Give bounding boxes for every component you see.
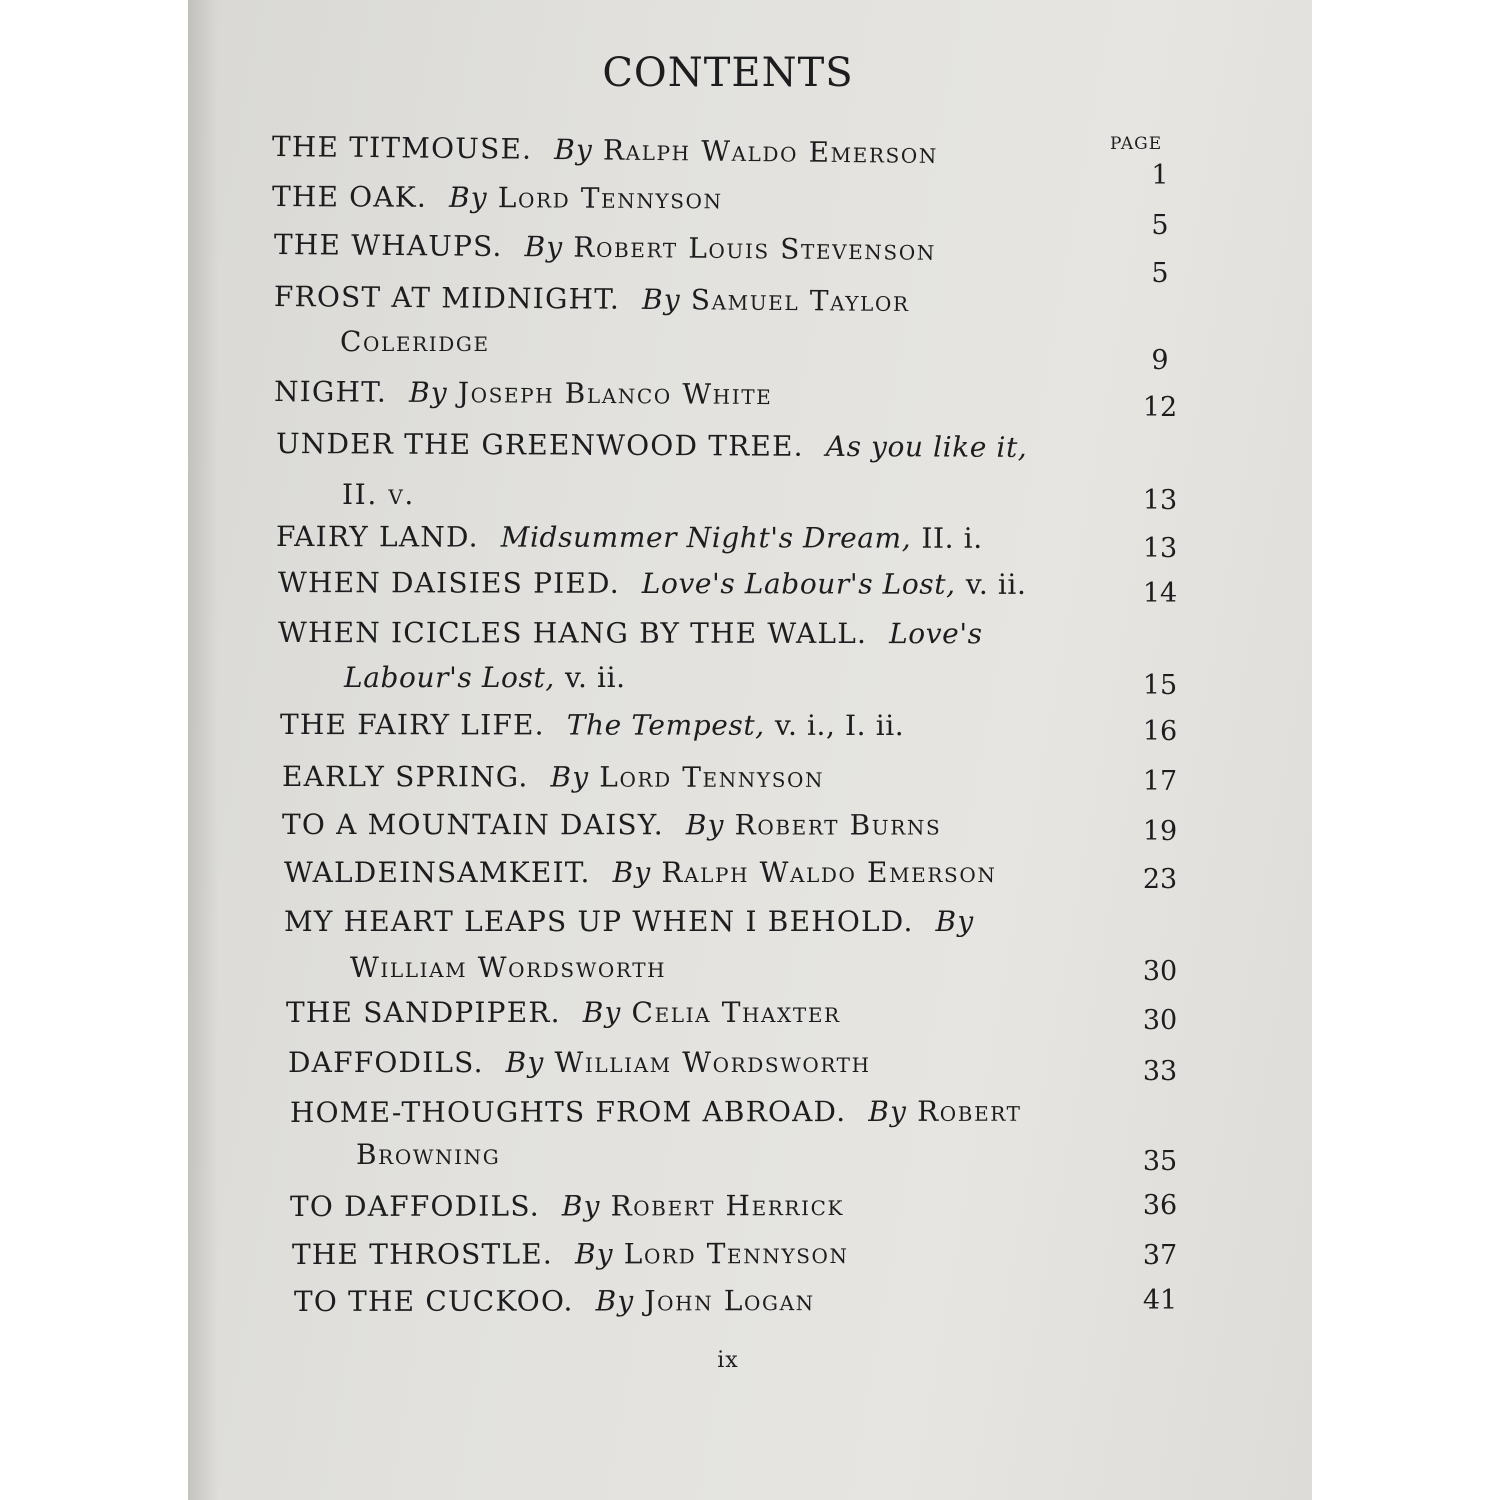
by-label: By — [505, 1046, 545, 1079]
poem-title: WHEN DAISIES PIED. — [277, 566, 620, 600]
source-title: Love's — [889, 617, 983, 651]
by-label: By — [935, 905, 975, 938]
source-reference: v. i., I. ii. — [774, 708, 905, 743]
author-name: Ralph Waldo Emerson — [602, 133, 939, 170]
toc-entry-line — [274, 228, 936, 267]
page-number: 13 — [1142, 533, 1178, 564]
toc-entry-continuation — [342, 478, 415, 511]
author-name: William Wordsworth — [554, 1046, 871, 1079]
page-number: 36 — [1142, 1190, 1178, 1221]
toc-entry-line — [274, 375, 773, 411]
page-shadow — [188, 0, 218, 1500]
poem-title: EARLY SPRING. — [281, 760, 529, 794]
poem-title: THE THROSTLE. — [291, 1237, 553, 1271]
toc-entry-line — [290, 1095, 1022, 1129]
page-number: 12 — [1142, 392, 1178, 423]
toc-entry-line — [280, 708, 904, 742]
poem-title: NIGHT. — [273, 375, 388, 409]
source-reference: II. i. — [921, 521, 983, 555]
poem-title: THE TITMOUSE. — [271, 130, 533, 166]
by-label: By — [641, 282, 681, 317]
page-number: 9 — [1151, 345, 1169, 376]
poem-title: FROST AT MIDNIGHT. — [273, 280, 621, 316]
continuation-source: Labour's Lost, — [344, 661, 555, 694]
by-label: By — [554, 132, 594, 167]
page-number: 1 — [1151, 160, 1169, 191]
by-label: By — [550, 760, 590, 794]
author-name: Lord Tennyson — [623, 1237, 849, 1271]
toc-entry-line — [278, 566, 1027, 601]
author-name: Celia Thaxter — [631, 996, 841, 1029]
by-label: By — [524, 230, 564, 264]
author-name: Robert Herrick — [610, 1189, 845, 1223]
page-number: 15 — [1142, 670, 1178, 701]
page-number: 19 — [1142, 816, 1178, 847]
page-number: 14 — [1142, 578, 1178, 609]
by-label: By — [448, 180, 488, 215]
page-number: 16 — [1142, 716, 1178, 747]
contents-heading: CONTENTS — [602, 50, 854, 96]
continuation-reference: v. ii. — [564, 661, 626, 694]
toc-entry-line — [282, 808, 941, 842]
page-number: 33 — [1142, 1056, 1178, 1087]
poem-title: TO A MOUNTAIN DAISY. — [281, 808, 664, 842]
page-number: 30 — [1142, 1005, 1178, 1036]
page-number: 41 — [1142, 1285, 1178, 1316]
poem-title: THE FAIRY LIFE. — [279, 708, 545, 742]
poem-title: TO THE CUCKOO. — [293, 1284, 574, 1318]
source-reference: v. ii. — [965, 567, 1027, 601]
toc-entry-line — [284, 905, 974, 938]
poem-title: THE WHAUPS. — [273, 228, 503, 263]
poem-title: FAIRY LAND. — [275, 520, 479, 554]
page-number: 30 — [1142, 956, 1178, 987]
toc-entry-line — [276, 427, 1028, 464]
toc-entry-continuation — [350, 951, 666, 984]
continuation-text: II. v. — [342, 478, 415, 511]
source-title: Midsummer Night's Dream, — [500, 520, 912, 555]
poem-title: THE OAK. — [271, 180, 428, 214]
book-page — [188, 0, 1312, 1500]
author-name: Lord Tennyson — [599, 760, 825, 794]
page-column-label: PAGE — [1110, 134, 1163, 154]
page-folio: ix — [717, 1348, 739, 1373]
by-label: By — [574, 1237, 614, 1271]
toc-entry-continuation — [344, 661, 626, 694]
author-name: Joseph Blanco White — [457, 376, 773, 412]
by-label: By — [561, 1189, 601, 1223]
toc-entry-line — [294, 1284, 815, 1318]
author-name: John Logan — [644, 1284, 815, 1318]
toc-entry-line — [290, 1189, 844, 1223]
source-title: The Tempest, — [566, 708, 765, 742]
continuation-text: William Wordsworth — [350, 951, 667, 984]
source-title: Love's Labour's Lost, — [641, 566, 956, 601]
author-name: Robert Louis Stevenson — [573, 230, 937, 267]
poem-title: UNDER THE GREENWOOD TREE. — [275, 427, 804, 463]
poem-title: WALDEINSAMKEIT. — [284, 856, 591, 889]
page-number: 35 — [1142, 1146, 1178, 1177]
toc-entry-line — [276, 520, 983, 555]
page-number: 13 — [1142, 485, 1178, 516]
poem-title: THE SANDPIPER. — [286, 996, 561, 1029]
toc-entry-line — [274, 280, 910, 318]
toc-entry-line — [286, 996, 841, 1029]
poem-title: TO DAFFODILS. — [289, 1189, 540, 1223]
continuation-text: Browning — [356, 1138, 501, 1171]
by-label: By — [868, 1094, 908, 1128]
page-number: 5 — [1151, 258, 1169, 289]
toc-entry-line — [272, 130, 938, 170]
toc-entry-line — [272, 180, 723, 215]
poem-title: WHEN ICICLES HANG BY THE WALL. — [277, 616, 868, 651]
author-name: Robert Burns — [734, 808, 942, 842]
poem-title: HOME-THOUGHTS FROM ABROAD. — [289, 1095, 847, 1129]
author-name: Lord Tennyson — [497, 181, 723, 216]
toc-entry-line — [282, 760, 824, 794]
poem-title: DAFFODILS. — [288, 1046, 484, 1079]
by-label: By — [612, 856, 652, 889]
page-number: 23 — [1142, 864, 1178, 895]
author-name: Ralph Waldo Emerson — [661, 856, 997, 889]
toc-entry-line — [284, 856, 996, 889]
page-number: 37 — [1142, 1240, 1178, 1271]
toc-entry-line — [288, 1046, 871, 1079]
source-title: As you like it, — [825, 429, 1028, 464]
page-number: 17 — [1142, 766, 1178, 797]
toc-entry-continuation — [356, 1138, 500, 1171]
by-label: By — [595, 1284, 635, 1318]
page-number: 5 — [1151, 210, 1169, 241]
toc-entry-line — [292, 1237, 849, 1271]
toc-entry-continuation — [340, 325, 490, 358]
poem-title: MY HEART LEAPS UP WHEN I BEHOLD. — [284, 905, 914, 938]
author-name: Robert — [917, 1094, 1022, 1128]
toc-entry-line — [278, 616, 983, 650]
continuation-text: Coleridge — [340, 325, 490, 358]
by-label: By — [685, 808, 725, 842]
by-label: By — [408, 375, 448, 410]
by-label: By — [582, 996, 622, 1029]
author-name: Samuel Taylor — [690, 283, 910, 318]
